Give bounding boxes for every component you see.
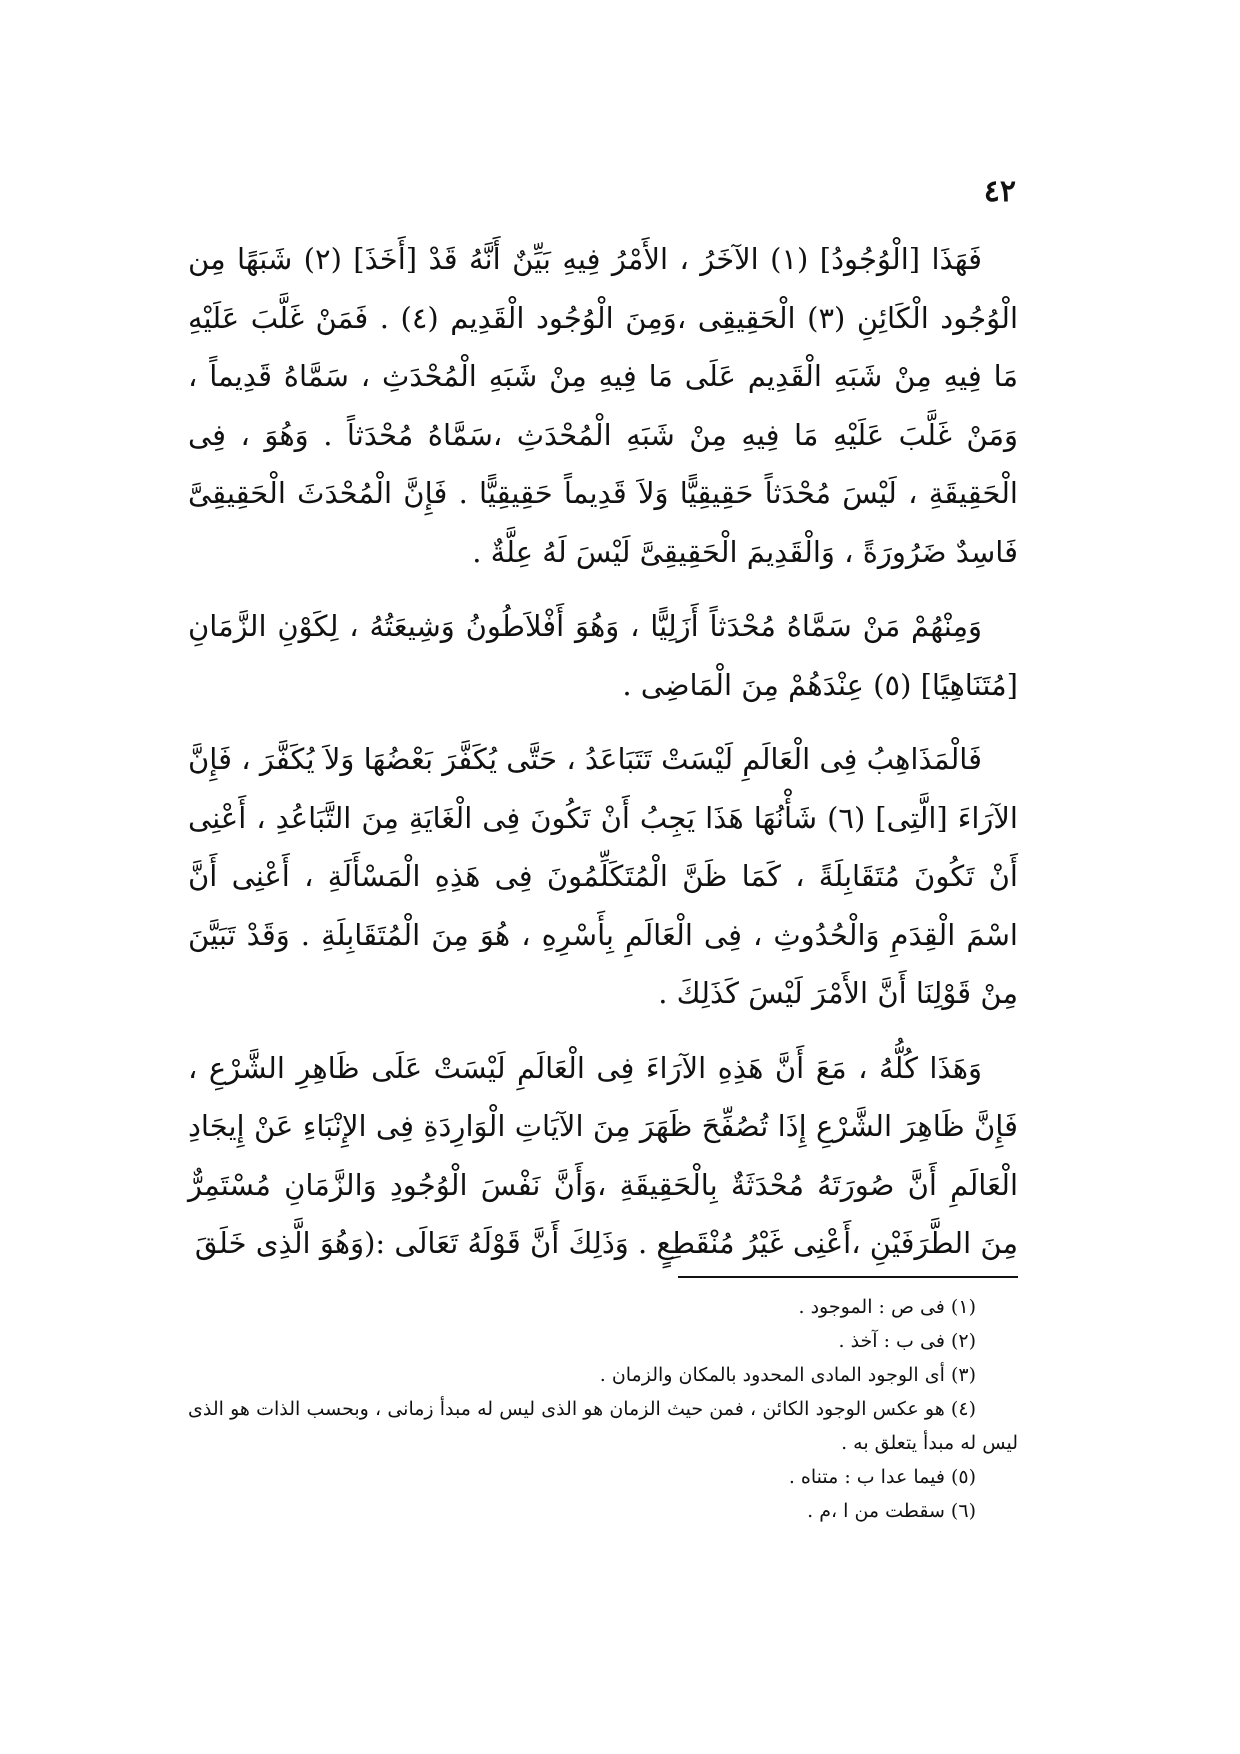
footnote-6: (٦) سقطت من ا ،م . (807, 1500, 976, 1522)
footnotes (188, 1290, 1018, 1528)
paragraph-4: وَهَذَا كُلُّهُ ، مَعَ أَنَّ هَذِهِ الآرَاءَ فِى الْعَالَمِ لَيْسَتْ عَلَى ظَاهِرِ الشَّرْعِ ، فَإِنَّ ظَاهِرَ الشَّرْعِ إِذَا تُصُفِّحَ ظَهَرَ مِنَ الآيَاتِ الْوَارِدَةِ فِى الإِنْبَاءِ عَنْ إِيجَادِ الْعَالَمِ أَنَّ صُورَتَهُ مُحْدَثَةٌ بِالْحَقِيقَةِ ،وَأَنَّ نَفْسَ الْوُجُودِ وَالزَّمَانِ مُسْتَمِرٌّ مِنَ الطَّرَفَيْنِ ،أَعْنِى غَيْرُ مُنْقَطِعٍ . وَذَلِكَ أَنَّ قَوْلَهُ تَعَالَى :(وَهُوَ الَّذِى خَلَقَ (188, 1050, 1018, 1260)
paragraph-1: فَهَذَا [الْوُجُودُ] (١) الآخَرُ ، الأَمْرُ فِيهِ بَيِّنٌ أَنَّهُ قَدْ [أَخَذَ] (٢) شَبَهًا مِن الْوُجُود الْكَائِنِ (٣) الْحَقِيقِى ،وَمِنَ الْوُجُود الْقَدِيم (٤) . فَمَنْ غَلَّبَ عَلَيْهِ مَا فِيهِ مِنْ شَبَهِ الْقَدِيم عَلَى مَا فِيهِ مِنْ شَبَهِ الْمُحْدَثِ ، سَمَّاهُ قَدِيماً ، وَمَنْ غَلَّبَ عَلَيْهِ مَا فِيهِ مِنْ شَبَهِ الْمُحْدَثِ ،سَمَّاهُ مُحْدَثاً . وَهُوَ ، فِى الْحَقِيقَةِ ، لَيْسَ مُحْدَثاً حَقِيقِيًّا وَلاَ قَدِيماً حَقِيقِيًّا . فَإِنَّ الْمُحْدَثَ الْحَقِيقِىَّ فَاسِدٌ ضَرُورَةً ، وَالْقَدِيمَ الْحَقِيقِىَّ لَيْسَ لَهُ عِلَّةٌ . (188, 242, 1019, 569)
page-number: ٤٢ (983, 174, 1016, 209)
footnote-1: (١) فى ص : الموجود . (798, 1296, 976, 1318)
footnote-divider (678, 1276, 1018, 1278)
footnote-3: (٣) أى الوجود المادى المحدود بالمكان والزمان . (599, 1364, 976, 1386)
paragraph-2: وَمِنْهُمْ مَنْ سَمَّاهُ مُحْدَثاً أَزَلِيًّا ، وَهُوَ أَفْلاَطُونُ وَشِيعَتُهُ ، لِكَوْنِ الزَّمَانِ [مُتَنَاهِيًا] (٥) عِنْدَهُمْ مِنَ الْمَاضِى . (188, 609, 1018, 702)
footnote-5: (٥) فيما عدا ب : متناه . (788, 1466, 976, 1488)
paragraph-3: فَالْمَذَاهِبُ فِى الْعَالَمِ لَيْسَتْ تَتَبَاعَدُ ، حَتَّى يُكَفَّرَ بَعْضُهَا وَلاَ يُكَفَّرَ ، فَإِنَّ الآرَاءَ [الَّتِى] (٦) شَأْنُهَا هَذَا يَجِبُ أَنْ تَكُونَ فِى الْغَايَةِ مِنَ التَّبَاعُدِ ، أَعْنِى أَنْ تَكُونَ مُتَقَابِلَةً ، كَمَا ظَنَّ الْمُتَكَلِّمُونَ فِى هَذِهِ الْمَسْأَلَةِ ، أَعْنِى أَنَّ اسْمَ الْقِدَمِ وَالْحُدُوثِ ، فِى الْعَالَمِ بِأَسْرِهِ ، هُوَ مِنَ الْمُتَقَابِلَةِ . وَقَدْ تَبَيَّنَ مِنْ قَوْلِنَا أَنَّ الأَمْرَ لَيْسَ كَذَلِكَ . (188, 742, 1018, 1010)
footnote-2: (٢) فى ب : آخذ . (838, 1330, 976, 1352)
main-text (188, 230, 1018, 1289)
footnote-4: (٤) هو عكس الوجود الكائن ، فمن حيث الزمان هو الذى ليس له مبدأ زمانى ، وبحسب الذات هو الذى ليس له مبدأ يتعلق به . (188, 1398, 1018, 1454)
